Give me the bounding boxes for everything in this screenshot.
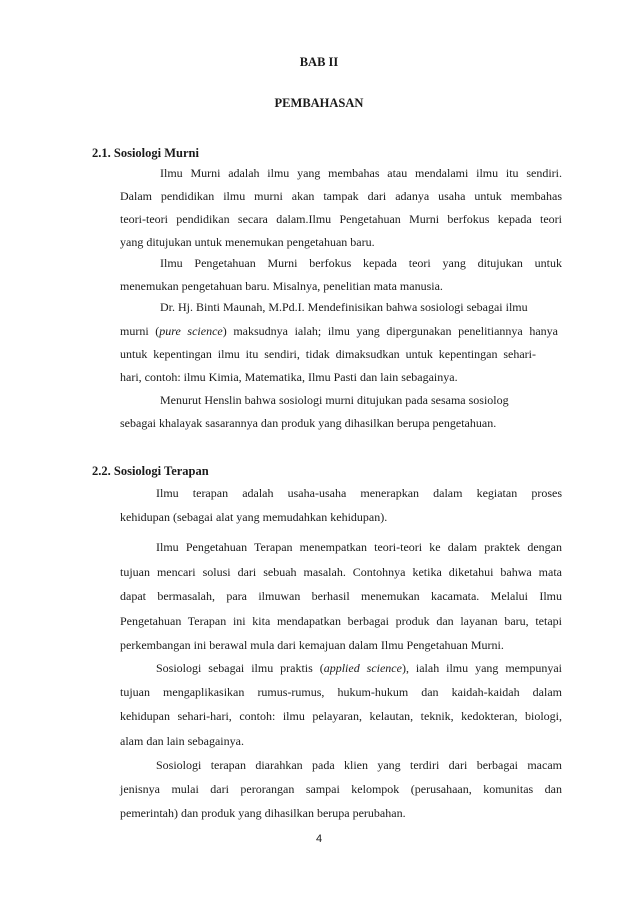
paragraph-line: dapat bermasalah, para ilmuwan berhasil menemukan kacamata. Melalui Ilmu: [120, 589, 562, 603]
paragraph-line: tujuan mencari solusi dari sebuah masalah. Contohnya ketika diketahui bahwa mata: [120, 565, 562, 579]
paragraph-line: hari, contoh: ilmu Kimia, Matematika, Ilmu Pasti dan lain sebagainya.: [120, 370, 458, 384]
text-run: murni (: [120, 324, 160, 338]
paragraph-line: perkembangan ini berawal mula dari kemajuan dalam Ilmu Pengetahuan Murni.: [120, 638, 504, 652]
paragraph-line: Ilmu terapan adalah usaha-usaha menerapkan dalam kegiatan proses: [156, 486, 562, 500]
paragraph-line: Ilmu Pengetahuan Murni berfokus kepada teori yang ditujukan untuk: [160, 256, 562, 270]
paragraph-line: Ilmu Murni adalah ilmu yang membahas atau mendalami ilmu itu sendiri.: [160, 166, 562, 180]
paragraph-line: kehidupan (sebagai alat yang memudahkan kehidupan).: [120, 510, 388, 524]
paragraph-line: pemerintah) dan produk yang dihasilkan berupa perubahan.: [120, 806, 406, 820]
paragraph-line: yang ditujukan untuk menemukan pengetahuan baru.: [120, 235, 375, 249]
paragraph-line: kehidupan sehari-hari, contoh: ilmu pelayaran, kelautan, teknik, kedokteran, biologi,: [120, 709, 562, 723]
paragraph-line: jenisnya mulai dari perorangan sampai kelompok (perusahaan, komunitas dan: [120, 782, 562, 796]
italic-term: applied science: [323, 661, 402, 675]
italic-term: pure science: [159, 324, 223, 338]
section-heading: 2.2. Sosiologi Terapan: [92, 464, 209, 478]
chapter-number: BAB II: [299, 55, 339, 69]
paragraph-line: Sosiologi terapan diarahkan pada klien yang terdiri dari berbagai macam: [156, 758, 562, 772]
text-run: ), ialah ilmu yang mempunyai: [401, 661, 562, 675]
text-run: ) maksudnya ialah; ilmu yang dipergunakan penelitiannya hanya: [222, 324, 558, 338]
paragraph-line-with-italic: [120, 324, 558, 338]
text-run: Sosiologi sebagai ilmu praktis (: [156, 661, 324, 675]
paragraph-line: tujuan mengaplikasikan rumus-rumus, hukum-hukum dan kaidah-kaidah dalam: [120, 685, 562, 699]
paragraph-line: teori-teori pendidikan secara dalam.Ilmu Pengetahuan Murni berfokus kepada teori: [120, 212, 562, 226]
paragraph-line: Dr. Hj. Binti Maunah, M.Pd.I. Mendefinisikan bahwa sosiologi sebagai ilmu: [160, 300, 528, 314]
paragraph-line-with-italic: [156, 661, 562, 675]
paragraph-line: sebagai khalayak sasarannya dan produk yang dihasilkan berupa pengetahuan.: [120, 416, 497, 430]
paragraph-line: untuk kepentingan ilmu itu sendiri, tidak dimaksudkan untuk kepentingan sehari-: [120, 347, 536, 361]
paragraph-line: alam dan lain sebagainya.: [120, 734, 244, 748]
paragraph-line: Dalam pendidikan ilmu murni akan tampak dari adanya usaha untuk membahas: [120, 189, 562, 203]
paragraph-line: Menurut Henslin bahwa sosiologi murni ditujukan pada sesama sosiolog: [160, 393, 509, 407]
paragraph-line: Ilmu Pengetahuan Terapan menempatkan teori-teori ke dalam praktek dengan: [156, 540, 562, 554]
section-heading: 2.1. Sosiologi Murni: [92, 146, 199, 160]
chapter-title: PEMBAHASAN: [274, 96, 364, 110]
page-number: 4: [315, 833, 323, 845]
paragraph-line: menemukan pengetahuan baru. Misalnya, penelitian mata manusia.: [120, 279, 443, 293]
paragraph-line: Pengetahuan Terapan ini kita mendapatkan berbagai produk dan layanan baru, tetapi: [120, 614, 562, 628]
